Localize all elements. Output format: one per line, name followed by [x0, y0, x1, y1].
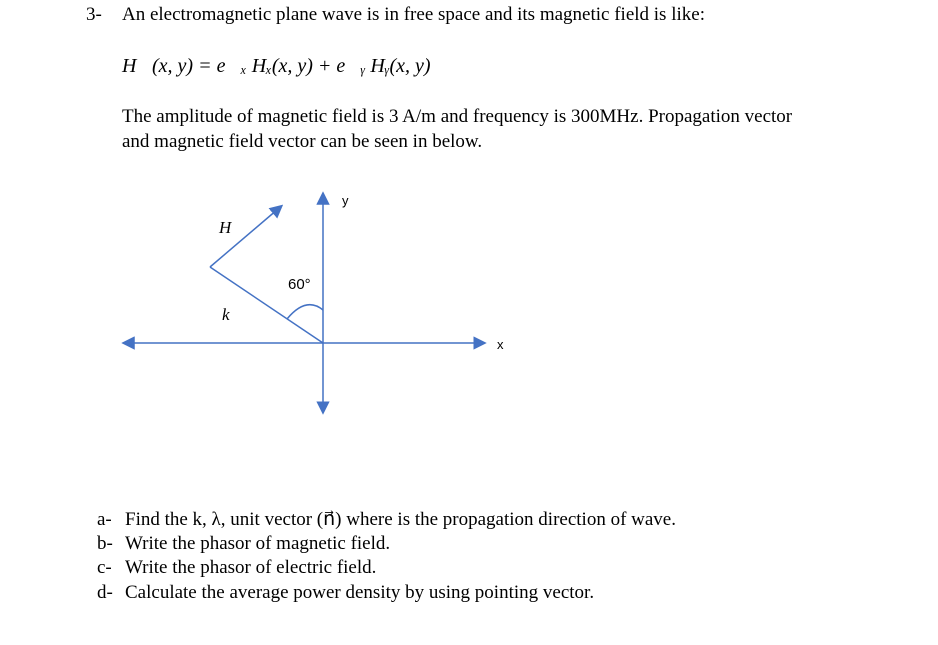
item-label: c-: [97, 557, 112, 578]
item-label: b-: [97, 533, 113, 554]
h-vector-label: H⃗: [219, 218, 245, 237]
angle-label: 60°: [288, 276, 311, 293]
item-label: d-: [97, 582, 113, 603]
y-axis-label: y: [342, 193, 349, 208]
list-item: [97, 533, 390, 555]
x-axis-label: x: [497, 337, 504, 352]
angle-arc: [287, 305, 323, 319]
question-number: 3-: [86, 4, 102, 25]
question-text: An electromagnetic plane wave is in free space and its magnetic field is like:: [122, 4, 705, 25]
item-text: Find the k, λ, unit vector (n⃗) where is the propagation direction of wave.: [125, 509, 676, 530]
item-text: Write the phasor of magnetic field.: [125, 533, 391, 554]
problem-paragraph: The amplitude of magnetic field is 3 A/m and frequency is 300MHz. Propagation vector and magnetic field vector can be seen in below.: [122, 106, 793, 152]
item-label: a-: [97, 509, 112, 530]
list-item: [97, 557, 376, 579]
item-text: Calculate the average power density by using pointing vector.: [125, 582, 595, 603]
list-item: [97, 582, 594, 604]
k-vector-label: k⃗: [222, 305, 243, 324]
list-item: [97, 508, 676, 531]
item-text: Write the phasor of electric field.: [125, 557, 377, 578]
magnetic-field-equation: H⃗(x, y) = e⃗ₓ Hₓ(x, y) + e⃗ᵧ Hᵧ(x, y): [122, 55, 431, 77]
